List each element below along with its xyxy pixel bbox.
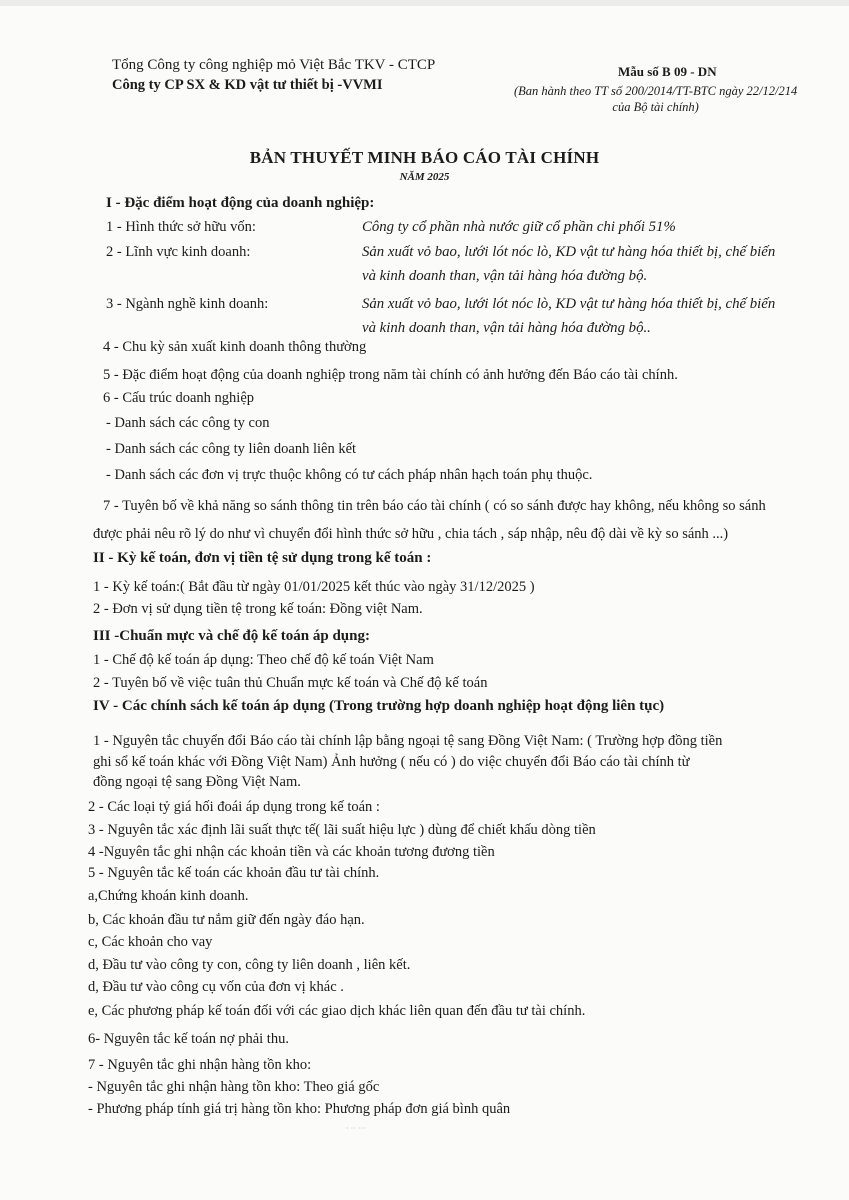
s4-item-5e: e, Các phương pháp kế toán đối với các giao dịch khác liên quan đến đầu tư tài chính.	[88, 1003, 586, 1019]
s4-item-5c: c, Các khoản cho vay	[88, 934, 213, 950]
s1-item-3-value-line-2: và kinh doanh than, vận tải hàng hóa đường bộ..	[362, 320, 651, 336]
scan-edge	[0, 0, 849, 6]
s3-item-2: 2 - Tuyên bố về việc tuân thủ Chuẩn mực kế toán và Chế độ kế toán	[93, 675, 488, 691]
document-year: NĂM 2025	[399, 171, 450, 183]
s4-item-1-line-1: 1 - Nguyên tắc chuyển đổi Báo cáo tài chính lập bằng ngoại tệ sang Đồng Việt Nam: ( Trường hợp đồng tiền	[93, 733, 723, 749]
s4-item-5d-1: d, Đầu tư vào công ty con, công ty liên doanh , liên kết.	[88, 957, 411, 973]
form-issued-note	[514, 83, 797, 115]
s2-item-1: 1 - Kỳ kế toán:( Bắt đầu từ ngày 01/01/2025 kết thúc vào ngày 31/12/2025 )	[93, 579, 535, 595]
parent-organization: Tổng Công ty công nghiệp mỏ Việt Bắc TKV - CTCP	[112, 57, 436, 73]
s1-item-2-value-line-2: và kinh doanh than, vận tải hàng hóa đường bộ.	[362, 268, 648, 284]
s4-item-7: 7 - Nguyên tắc ghi nhận hàng tồn kho:	[88, 1057, 312, 1073]
s4-item-7b: - Phương pháp tính giá trị hàng tồn kho: Phương pháp đơn giá bình quân	[88, 1101, 511, 1117]
scan-speck: · ·· ···	[346, 1124, 366, 1133]
s4-item-1-line-2: ghi sổ kế toán khác với Đồng Việt Nam) Ảnh hưởng ( nếu có ) do việc chuyển đổi Báo cáo tài chính từ	[93, 754, 690, 770]
s1-item-3-value-line-1: Sản xuất vỏ bao, lưới lót nóc lò, KD vật tư hàng hóa thiết bị, chế biến	[362, 296, 776, 312]
s1-item-6a: - Danh sách các công ty con	[106, 415, 270, 431]
s3-item-1: 1 - Chế độ kế toán áp dụng: Theo chế độ kế toán Việt Nam	[93, 652, 434, 668]
issued-line-1: (Ban hành theo TT số 200/2014/TT-BTC ngày 22/12/214	[514, 84, 798, 98]
s4-item-5d-2: d, Đầu tư vào công cụ vốn của đơn vị khác .	[88, 979, 344, 995]
form-code: Mẫu số B 09 - DN	[618, 64, 717, 79]
company-name: Công ty CP SX & KD vật tư thiết bị -VVMI	[112, 77, 383, 93]
s1-item-5: 5 - Đặc điểm hoạt động của doanh nghiệp trong năm tài chính có ảnh hưởng đến Báo cáo tài chính.	[103, 367, 678, 383]
s1-item-7-line-2: được phải nêu rõ lý do như vì chuyển đổi hình thức sở hữu , chia tách , sáp nhập, nêu độ dài về kỳ so sánh ...)	[93, 526, 729, 542]
section-2-heading: II - Kỳ kế toán, đơn vị tiền tệ sử dụng trong kế toán :	[93, 550, 432, 566]
s1-item-4: 4 - Chu kỳ sản xuất kinh doanh thông thường	[103, 339, 367, 355]
section-3-heading: III -Chuẩn mực và chế độ kế toán áp dụng:	[93, 628, 370, 644]
s4-item-5b: b, Các khoản đầu tư nắm giữ đến ngày đáo hạn.	[88, 912, 365, 928]
issued-line-2: của Bộ tài chính)	[612, 100, 699, 114]
s1-item-6c: - Danh sách các đơn vị trực thuộc không có tư cách pháp nhân hạch toán phụ thuộc.	[106, 467, 593, 483]
s2-item-2: 2 - Đơn vị sử dụng tiền tệ trong kế toán: Đồng việt Nam.	[93, 601, 423, 617]
s4-item-7a: - Nguyên tắc ghi nhận hàng tồn kho: Theo giá gốc	[88, 1079, 380, 1095]
section-4-heading: IV - Các chính sách kế toán áp dụng (Trong trường hợp doanh nghiệp hoạt động liên tục)	[93, 698, 665, 714]
s1-item-6b: - Danh sách các công ty liên doanh liên kết	[106, 441, 357, 457]
s4-item-5a: a,Chứng khoán kinh doanh.	[88, 888, 249, 904]
s1-item-3-label: 3 - Ngành nghề kinh doanh:	[106, 296, 269, 312]
s4-item-2: 2 - Các loại tỷ giá hối đoái áp dụng trong kế toán :	[88, 799, 380, 815]
s4-item-3: 3 - Nguyên tắc xác định lãi suất thực tế( lãi suất hiệu lực ) dùng để chiết khấu dòng tiền	[88, 822, 596, 838]
s4-item-4: 4 -Nguyên tắc ghi nhận các khoản tiền và các khoản tương đương tiền	[88, 844, 495, 860]
s1-item-1-value: Công ty cổ phần nhà nước giữ cổ phần chi phối 51%	[362, 219, 676, 235]
section-1-heading: I - Đặc điểm hoạt động của doanh nghiệp:	[106, 195, 375, 211]
s4-item-5: 5 - Nguyên tắc kế toán các khoản đầu tư tài chính.	[88, 865, 380, 881]
s1-item-7-line-1: 7 - Tuyên bố về khả năng so sánh thông tin trên báo cáo tài chính ( có so sánh được hay không, nếu không so sánh	[103, 498, 766, 514]
s1-item-2-label: 2 - Lĩnh vực kinh doanh:	[106, 244, 251, 260]
s4-item-1-line-3: đồng ngoại tệ sang Đồng Việt Nam.	[93, 774, 301, 790]
document-title: BẢN THUYẾT MINH BÁO CÁO TÀI CHÍNH	[249, 148, 600, 167]
s1-item-1-label: 1 - Hình thức sở hữu vốn:	[106, 219, 256, 235]
s4-item-6: 6- Nguyên tắc kế toán nợ phải thu.	[88, 1031, 289, 1047]
s1-item-6: 6 - Cấu trúc doanh nghiệp	[103, 390, 255, 406]
s1-item-2-value-line-1: Sản xuất vỏ bao, lưới lót nóc lò, KD vật tư hàng hóa thiết bị, chế biến	[362, 244, 776, 260]
